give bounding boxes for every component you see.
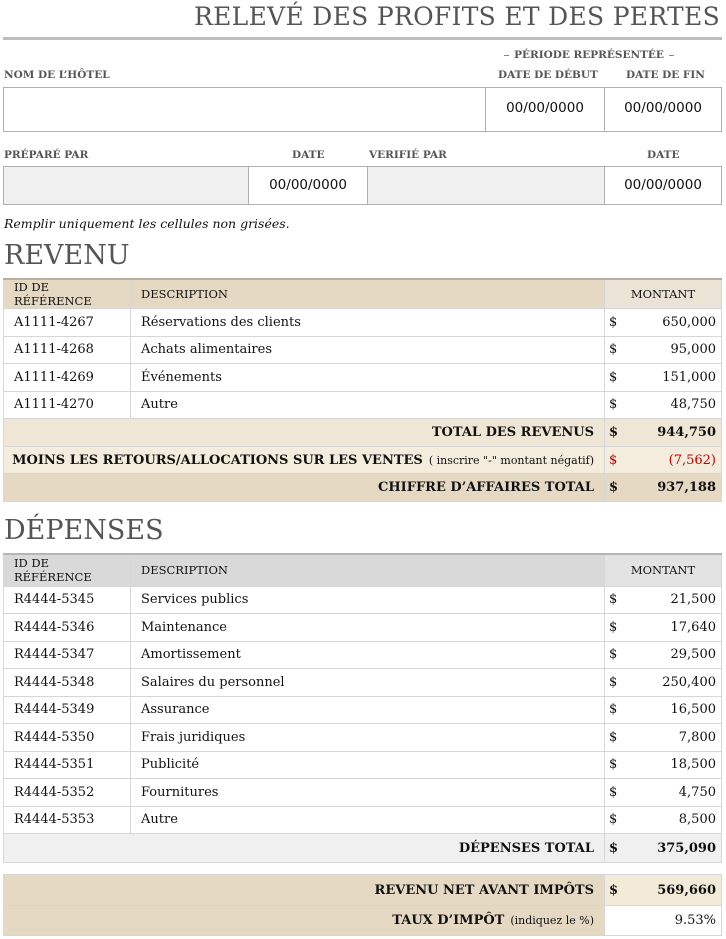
revenue-total-row — [4, 419, 722, 447]
row-description[interactable]: Autre — [131, 806, 605, 834]
row-description[interactable]: Achats alimentaires — [131, 336, 605, 364]
expenses-table — [3, 553, 722, 863]
row-description[interactable]: Fournitures — [131, 779, 605, 807]
row-description[interactable]: Autre — [131, 391, 605, 419]
row-description[interactable]: Frais juridiques — [131, 724, 605, 752]
col-header-id: ID DE RÉFÉRENCE — [4, 279, 131, 309]
net-income-label: REVENU NET AVANT IMPÔTS — [4, 875, 605, 906]
row-description[interactable]: Publicité — [131, 751, 605, 779]
row-amount[interactable]: 250,400 — [625, 669, 722, 697]
row-amount[interactable]: 8,500 — [625, 806, 722, 834]
gross-total-row — [4, 474, 722, 502]
revenue-table — [3, 278, 722, 502]
returns-value[interactable]: (7,562) — [625, 447, 722, 474]
prepared-by-field — [3, 166, 249, 205]
net-income-row — [4, 875, 722, 906]
table-row — [4, 614, 722, 642]
row-amount[interactable]: 151,000 — [625, 364, 722, 392]
row-description[interactable]: Maintenance — [131, 614, 605, 642]
revenue-total-currency: $ — [605, 419, 625, 447]
col-header-amount: MONTANT — [605, 554, 722, 586]
expenses-total-value: 375,090 — [625, 834, 722, 863]
gross-total-currency: $ — [605, 474, 625, 502]
row-amount[interactable]: 17,640 — [625, 614, 722, 642]
prepared-date-value: 00/00/0000 — [269, 177, 347, 193]
expenses-header-row — [4, 554, 722, 586]
row-currency: $ — [605, 751, 625, 779]
tax-rate-row — [4, 906, 722, 936]
verified-by-label: VERIFIÉ PAR — [369, 149, 447, 161]
hotel-name-field[interactable] — [3, 87, 486, 132]
revenue-section-title: REVENU — [4, 240, 130, 271]
row-currency: $ — [605, 586, 625, 614]
verified-by-field — [367, 166, 605, 205]
table-row — [4, 696, 722, 724]
verified-date-label: DATE — [647, 149, 680, 161]
table-row — [4, 641, 722, 669]
instruction-note: Remplir uniquement les cellules non grisées. — [4, 216, 290, 231]
row-amount[interactable]: 650,000 — [625, 309, 722, 337]
row-currency: $ — [605, 779, 625, 807]
page-title: RELEVÉ DES PROFITS ET DES PERTES — [194, 2, 720, 31]
table-row — [4, 751, 722, 779]
table-row — [4, 669, 722, 697]
tax-rate-value[interactable]: 9.53% — [605, 906, 722, 936]
row-id[interactable]: A1111-4269 — [4, 364, 131, 392]
table-row — [4, 364, 722, 392]
expenses-total-currency: $ — [605, 834, 625, 863]
verified-date-value: 00/00/0000 — [624, 177, 702, 193]
row-id[interactable]: R4444-5347 — [4, 641, 131, 669]
table-row — [4, 309, 722, 337]
prepared-by-label: PRÉPARÉ PAR — [4, 149, 89, 161]
row-currency: $ — [605, 669, 625, 697]
table-row — [4, 391, 722, 419]
gross-total-value: 937,188 — [625, 474, 722, 502]
table-row — [4, 336, 722, 364]
row-description[interactable]: Événements — [131, 364, 605, 392]
row-id[interactable]: R4444-5353 — [4, 806, 131, 834]
title-rule — [3, 37, 722, 40]
returns-label: MOINS LES RETOURS/ALLOCATIONS SUR LES VENTES — [12, 452, 423, 468]
end-date-label: DATE DE FIN — [626, 69, 705, 81]
table-row — [4, 779, 722, 807]
summary-table — [3, 874, 722, 936]
row-amount[interactable]: 18,500 — [625, 751, 722, 779]
hotel-name-label: NOM DE L’HÔTEL — [4, 69, 110, 81]
row-currency: $ — [605, 806, 625, 834]
net-income-currency: $ — [605, 875, 625, 906]
col-header-id: ID DE RÉFÉRENCE — [4, 554, 131, 586]
table-row — [4, 806, 722, 834]
returns-hint: ( inscrire "-" montant négatif) — [428, 453, 594, 467]
row-id[interactable]: A1111-4267 — [4, 309, 131, 337]
expenses-total-label: DÉPENSES TOTAL — [4, 834, 605, 863]
prepared-date-label: DATE — [292, 149, 325, 161]
row-amount[interactable]: 48,750 — [625, 391, 722, 419]
table-row — [4, 586, 722, 614]
row-description[interactable]: Salaires du personnel — [131, 669, 605, 697]
row-currency: $ — [605, 696, 625, 724]
gross-total-label: CHIFFRE D’AFFAIRES TOTAL — [4, 474, 605, 502]
row-currency: $ — [605, 309, 625, 337]
row-currency: $ — [605, 614, 625, 642]
row-description[interactable]: Services publics — [131, 586, 605, 614]
row-description[interactable]: Réservations des clients — [131, 309, 605, 337]
row-id[interactable]: R4444-5345 — [4, 586, 131, 614]
row-description[interactable]: Amortissement — [131, 641, 605, 669]
row-currency: $ — [605, 641, 625, 669]
row-id[interactable]: R4444-5352 — [4, 779, 131, 807]
period-label: PÉRIODE REPRÉSENTÉE — [504, 49, 674, 61]
revenue-total-value: 944,750 — [625, 419, 722, 447]
start-date-label: DATE DE DÉBUT — [498, 69, 598, 81]
row-currency: $ — [605, 724, 625, 752]
revenue-header-row — [4, 279, 722, 309]
start-date-value: 00/00/0000 — [506, 100, 584, 116]
row-amount[interactable]: 7,800 — [625, 724, 722, 752]
returns-label-cell — [4, 447, 605, 474]
tax-rate-label: TAUX D’IMPÔT — [392, 913, 505, 928]
row-id[interactable]: R4444-5346 — [4, 614, 131, 642]
col-header-amount: MONTANT — [605, 279, 722, 309]
table-row — [4, 724, 722, 752]
col-header-description: DESCRIPTION — [131, 554, 605, 586]
row-id[interactable]: R4444-5350 — [4, 724, 131, 752]
row-amount[interactable]: 16,500 — [625, 696, 722, 724]
row-currency: $ — [605, 336, 625, 364]
row-amount[interactable]: 95,000 — [625, 336, 722, 364]
row-description[interactable]: Assurance — [131, 696, 605, 724]
row-amount[interactable]: 29,500 — [625, 641, 722, 669]
row-currency: $ — [605, 391, 625, 419]
row-amount[interactable]: 4,750 — [625, 779, 722, 807]
row-amount[interactable]: 21,500 — [625, 586, 722, 614]
returns-currency: $ — [605, 447, 625, 474]
net-income-value: 569,660 — [625, 875, 722, 906]
expenses-section-title: DÉPENSES — [4, 515, 164, 546]
row-id[interactable]: R4444-5348 — [4, 669, 131, 697]
col-header-description: DESCRIPTION — [131, 279, 605, 309]
row-id[interactable]: A1111-4268 — [4, 336, 131, 364]
end-date-value: 00/00/0000 — [624, 100, 702, 116]
row-currency: $ — [605, 364, 625, 392]
row-id[interactable]: R4444-5351 — [4, 751, 131, 779]
returns-row — [4, 447, 722, 474]
tax-rate-label-cell — [4, 906, 605, 936]
revenue-total-label: TOTAL DES REVENUS — [4, 419, 605, 447]
row-id[interactable]: R4444-5349 — [4, 696, 131, 724]
row-id[interactable]: A1111-4270 — [4, 391, 131, 419]
expenses-total-row — [4, 834, 722, 863]
tax-rate-hint: (indiquez le %) — [510, 914, 594, 927]
